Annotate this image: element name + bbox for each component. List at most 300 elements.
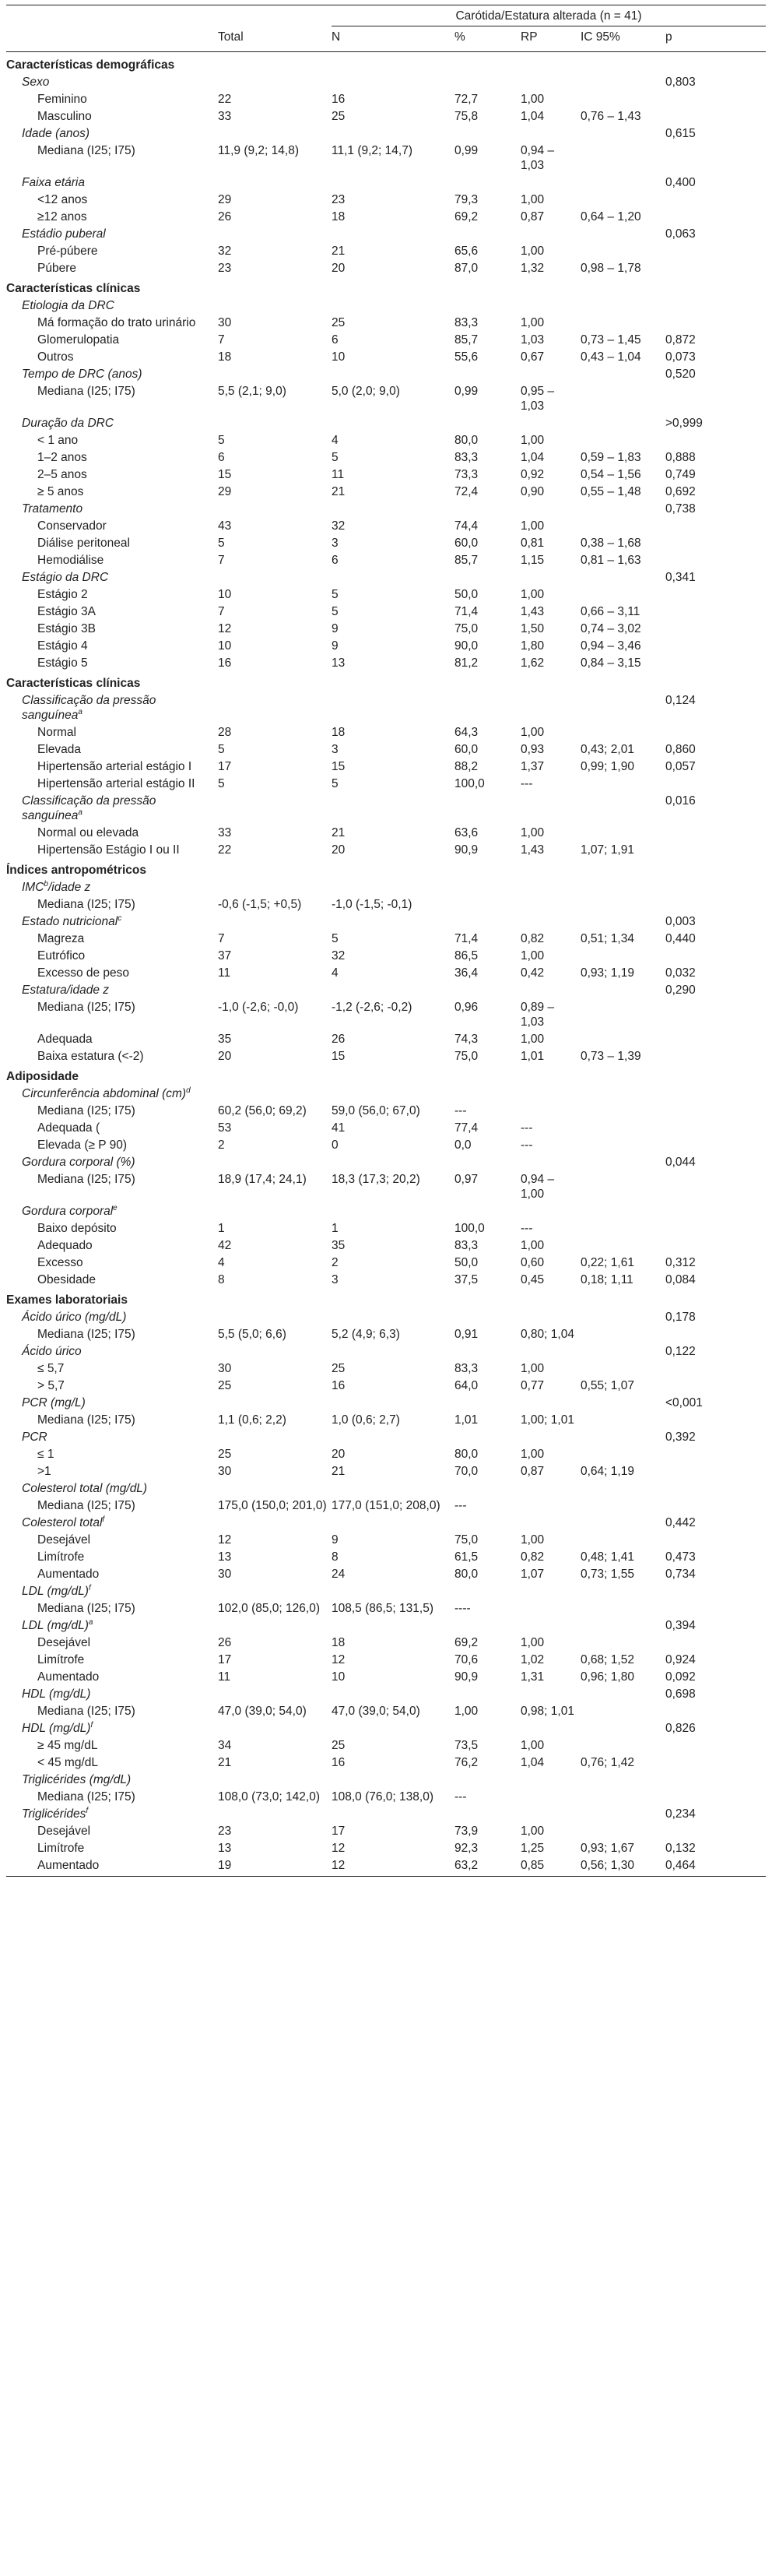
- cell-rp: 0,67: [521, 350, 545, 364]
- row-label-text: Limítrofe: [37, 1653, 85, 1666]
- cell-p: [665, 1236, 766, 1253]
- cell-ic95: [581, 1427, 665, 1445]
- row-label: [6, 72, 218, 90]
- cell-percent: 36,4: [454, 966, 479, 980]
- cell-n: 3: [332, 743, 339, 756]
- cell-n: -1,2 (-2,6; -0,2): [332, 1001, 412, 1014]
- cell-ic95: 0,64; 1,19: [581, 1465, 634, 1478]
- row-label-text: Eutrófico: [37, 949, 86, 962]
- cell-percent: 70,0: [454, 1465, 479, 1478]
- cell-total: 1: [218, 1222, 225, 1235]
- cell-n: 16: [332, 93, 346, 106]
- cell-rp: [521, 1616, 581, 1633]
- cell-percent: [454, 1719, 521, 1736]
- cell-p: 0,888: [665, 451, 696, 464]
- cell-ic95: [581, 1342, 665, 1359]
- cell-ic95: 0,74 – 3,02: [581, 622, 641, 635]
- row-label-text: PCR: [22, 1431, 47, 1444]
- cell-p: 0,044: [665, 1156, 696, 1169]
- cell-n: [332, 1804, 454, 1821]
- table-row: [6, 757, 766, 774]
- cell-p: 0,063: [665, 227, 696, 241]
- row-label-text: Estágio 2: [37, 588, 88, 601]
- cell-rp: 1,43: [521, 605, 545, 618]
- row-label-text: IMC: [22, 881, 44, 894]
- cell-percent: [454, 173, 521, 190]
- cell-p: [665, 585, 766, 602]
- cell-total: 5: [218, 743, 225, 756]
- row-label: [6, 774, 218, 791]
- table-row: [6, 1856, 766, 1877]
- cell-n: 25: [332, 316, 346, 329]
- row-label: [6, 895, 218, 912]
- row-label-text: Hipertensão arterial estágio II: [37, 777, 195, 790]
- cell-rp: 1,00: [521, 316, 545, 329]
- cell-percent: 73,9: [454, 1825, 479, 1838]
- cell-rp: 0,98; 1,01: [521, 1705, 574, 1718]
- cell-p: [665, 840, 766, 857]
- cell-rp: 1,04: [521, 1756, 545, 1769]
- row-label-text: Normal ou elevada: [37, 826, 139, 839]
- cell-percent: 64,0: [454, 1379, 479, 1392]
- cell-n: 17: [332, 1825, 346, 1838]
- cell-ic95: [581, 568, 665, 585]
- cell-ic95: 0,96; 1,80: [581, 1670, 634, 1684]
- variable-row: [6, 499, 766, 516]
- cell-percent: 83,3: [454, 316, 479, 329]
- table-row: [6, 347, 766, 364]
- table-row: [6, 1753, 766, 1770]
- cell-n: [332, 878, 454, 895]
- row-label: [6, 1325, 218, 1342]
- row-label-text: Mediana (I25; I75): [37, 1790, 135, 1804]
- cell-n: 18: [332, 1636, 346, 1649]
- table-row: [6, 330, 766, 347]
- cell-n: 16: [332, 1756, 346, 1769]
- cell-total: [218, 1427, 332, 1445]
- variable-row: [6, 1804, 766, 1821]
- cell-percent: 80,0: [454, 1568, 479, 1581]
- cell-total: [218, 364, 332, 382]
- cell-percent: [454, 413, 521, 431]
- cell-p: 0,615: [665, 127, 696, 140]
- cell-rp: [521, 1582, 581, 1599]
- cell-total: 102,0 (85,0; 126,0): [218, 1602, 320, 1615]
- cell-p: 0,178: [665, 1311, 696, 1324]
- cell-p: 0,092: [665, 1670, 696, 1684]
- row-label: [6, 241, 218, 259]
- cell-rp: 0,82: [521, 1550, 545, 1564]
- table-row: [6, 1496, 766, 1513]
- row-label-text: Classificação da pressão sanguínea: [22, 694, 156, 722]
- cell-n: 3: [332, 1273, 339, 1286]
- cell-total: 34: [218, 1739, 232, 1752]
- table-row: [6, 207, 766, 224]
- cell-percent: 70,6: [454, 1653, 479, 1666]
- cell-ic95: [581, 1307, 665, 1325]
- variable-row: [6, 1770, 766, 1787]
- cell-ic95: [581, 1684, 665, 1701]
- row-label-text: Púbere: [37, 262, 76, 275]
- row-label: [6, 1170, 218, 1202]
- row-label: [6, 1753, 218, 1770]
- cell-p: 0,440: [665, 932, 696, 945]
- cell-percent: 0,0: [454, 1138, 472, 1152]
- cell-rp: [521, 1153, 581, 1170]
- cell-percent: [454, 124, 521, 141]
- cell-n: 11: [332, 468, 345, 481]
- cell-rp: 1,00: [521, 1448, 545, 1461]
- cell-percent: ----: [454, 1602, 471, 1615]
- cell-ic95: [581, 1393, 665, 1410]
- table-row: [6, 998, 766, 1029]
- cell-n: 21: [332, 1465, 346, 1478]
- cell-p: 0,124: [665, 694, 696, 707]
- cell-percent: [454, 878, 521, 895]
- cell-p: [665, 141, 766, 173]
- cell-n: 1,0 (0,6; 2,7): [332, 1413, 400, 1427]
- section-row: [6, 857, 766, 878]
- variable-row: [6, 72, 766, 90]
- cell-n: 41: [332, 1121, 346, 1135]
- cell-n: 10: [332, 350, 346, 364]
- cell-percent: [454, 72, 521, 90]
- footnote-marker: a: [78, 707, 82, 716]
- table-row: [6, 895, 766, 912]
- cell-n: 4: [332, 434, 339, 447]
- cell-p: [665, 241, 766, 259]
- cell-rp: 0,42: [521, 966, 545, 980]
- row-label-text: Hipertensão arterial estágio I: [37, 760, 192, 773]
- row-label: [6, 963, 218, 980]
- cell-n: [332, 980, 454, 998]
- cell-total: 108,0 (73,0; 142,0): [218, 1790, 320, 1804]
- cell-n: [332, 364, 454, 382]
- cell-percent: 37,5: [454, 1273, 479, 1286]
- row-label-text: Limítrofe: [37, 1550, 85, 1564]
- cell-rp: [521, 878, 581, 895]
- cell-ic95: 0,73 – 1,45: [581, 333, 641, 347]
- cell-rp: 0,87: [521, 210, 545, 223]
- cell-p: [665, 90, 766, 107]
- cell-rp: 1,43: [521, 843, 545, 857]
- cell-n: 0: [332, 1138, 339, 1152]
- cell-rp: 1,00: [521, 1033, 545, 1046]
- cell-total: 60,2 (56,0; 69,2): [218, 1104, 307, 1117]
- row-label: [6, 1118, 218, 1135]
- table-row: [6, 1325, 766, 1342]
- row-label-text: Características clínicas: [6, 282, 141, 295]
- cell-total: 29: [218, 193, 232, 206]
- cell-ic95: [581, 1787, 665, 1804]
- cell-rp: [521, 1427, 581, 1445]
- cell-percent: 0,96: [454, 1001, 479, 1014]
- col-percent: %: [454, 26, 521, 52]
- cell-ic95: [581, 1101, 665, 1118]
- cell-rp: [521, 1479, 581, 1496]
- cell-total: 33: [218, 826, 232, 839]
- row-label: [6, 173, 218, 190]
- section-row: [6, 1064, 766, 1084]
- cell-percent: 73,3: [454, 468, 479, 481]
- row-label-text: Mediana (I25; I75): [37, 898, 135, 911]
- cell-ic95: [581, 382, 665, 413]
- row-label: [6, 1496, 218, 1513]
- row-label-text: Estágio 3A: [37, 605, 96, 618]
- table-row: [6, 1376, 766, 1393]
- cell-percent: 72,7: [454, 93, 479, 106]
- cell-n: 2: [332, 1256, 339, 1269]
- cell-rp: [521, 791, 581, 823]
- variable-row: [6, 1342, 766, 1359]
- row-label: [6, 1445, 218, 1462]
- row-label: [6, 1236, 218, 1253]
- cell-n: 35: [332, 1239, 346, 1252]
- cell-n: 9: [332, 622, 339, 635]
- cell-total: 30: [218, 316, 232, 329]
- section-title: [6, 1064, 766, 1084]
- cell-n: [332, 72, 454, 90]
- variable-row: [6, 912, 766, 929]
- table-row: [6, 1701, 766, 1719]
- row-label-text: Mediana (I25; I75): [37, 1328, 135, 1341]
- header-group-row: [6, 5, 766, 26]
- row-label: [6, 1513, 218, 1530]
- row-label-text: HDL (mg/dL): [22, 1687, 91, 1701]
- row-label: [6, 382, 218, 413]
- cell-p: 0,442: [665, 1516, 696, 1529]
- cell-n: 32: [332, 949, 346, 962]
- row-label: [6, 1736, 218, 1753]
- col-total: Total: [218, 26, 332, 52]
- cell-percent: 65,6: [454, 245, 479, 258]
- variable-row: [6, 980, 766, 998]
- cell-ic95: 0,81 – 1,63: [581, 554, 641, 567]
- table-row: [6, 1633, 766, 1650]
- cell-total: 1,1 (0,6; 2,2): [218, 1413, 286, 1427]
- row-label-text: Estado nutricional: [22, 915, 118, 928]
- cell-p: 0,122: [665, 1345, 696, 1358]
- cell-ic95: 0,98 – 1,78: [581, 262, 641, 275]
- table-row: [6, 107, 766, 124]
- cell-n: 9: [332, 1533, 339, 1547]
- cell-p: [665, 1753, 766, 1770]
- row-label-text: ≥ 45 mg/dL: [37, 1739, 98, 1752]
- cell-ic95: 0,64 – 1,20: [581, 210, 641, 223]
- cell-n: 15: [332, 1050, 346, 1063]
- cell-total: [218, 224, 332, 241]
- cell-percent: [454, 980, 521, 998]
- cell-n: 108,5 (86,5; 131,5): [332, 1602, 433, 1615]
- cell-rp: 0,92: [521, 468, 545, 481]
- table-row: [6, 1170, 766, 1202]
- cell-p: [665, 1029, 766, 1047]
- row-label-text: Faixa etária: [22, 176, 85, 189]
- row-label: [6, 1393, 218, 1410]
- row-label-text: Baixa estatura (<-2): [37, 1050, 144, 1063]
- row-label: [6, 259, 218, 276]
- table-row: [6, 1029, 766, 1047]
- cell-rp: [521, 1084, 581, 1101]
- row-label-text: Magreza: [37, 932, 85, 945]
- cell-p: [665, 895, 766, 912]
- cell-n: 177,0 (151,0; 208,0): [332, 1499, 440, 1512]
- cell-rp: [521, 1393, 581, 1410]
- cell-ic95: [581, 499, 665, 516]
- table-row: [6, 1650, 766, 1667]
- row-label-text: Má formação do trato urinário: [37, 316, 196, 329]
- cell-ic95: [581, 1582, 665, 1599]
- row-label: [6, 1787, 218, 1804]
- row-label-text: < 45 mg/dL: [37, 1756, 98, 1769]
- cell-total: -0,6 (-1,5; +0,5): [218, 898, 302, 911]
- table-row: [6, 533, 766, 551]
- cell-p: [665, 1410, 766, 1427]
- row-label: [6, 1839, 218, 1856]
- row-label: [6, 585, 218, 602]
- row-label-text: > 5,7: [37, 1379, 65, 1392]
- cell-p: 0,392: [665, 1431, 696, 1444]
- cell-total: [218, 124, 332, 141]
- row-label-text: Desejável: [37, 1825, 91, 1838]
- row-label: [6, 723, 218, 740]
- row-label: [6, 1667, 218, 1684]
- cell-ic95: [581, 1821, 665, 1839]
- cell-n: 21: [332, 245, 346, 258]
- cell-n: [332, 691, 454, 723]
- cell-n: [332, 1719, 454, 1736]
- row-label-text: Estádio puberal: [22, 227, 106, 241]
- variable-row: [6, 1513, 766, 1530]
- cell-total: [218, 1084, 332, 1101]
- row-label-text: Triglicérides: [22, 1807, 86, 1821]
- row-label: [6, 636, 218, 653]
- row-label-text: HDL (mg/dL): [22, 1722, 91, 1735]
- row-label: [6, 330, 218, 347]
- cell-ic95: 0,51; 1,34: [581, 932, 634, 945]
- cell-percent: ---: [454, 1499, 467, 1512]
- cell-rp: 1,00: [521, 1362, 545, 1375]
- row-label-text: Características demográficas: [6, 58, 175, 72]
- cell-p: [665, 551, 766, 568]
- cell-total: 7: [218, 932, 225, 945]
- cell-n: [332, 224, 454, 241]
- table-row: [6, 90, 766, 107]
- cell-p: [665, 1084, 766, 1101]
- cell-percent: [454, 791, 521, 823]
- row-label-text: Colesterol total (mg/dL): [22, 1482, 148, 1495]
- cell-n: 20: [332, 1448, 346, 1461]
- cell-percent: 0,99: [454, 385, 479, 398]
- cell-percent: [454, 1479, 521, 1496]
- cell-total: [218, 1342, 332, 1359]
- cell-rp: [521, 1202, 581, 1219]
- row-label: [6, 1719, 218, 1736]
- cell-p: 0,032: [665, 966, 696, 980]
- row-label: [6, 533, 218, 551]
- cell-ic95: [581, 1770, 665, 1787]
- cell-ic95: [581, 1804, 665, 1821]
- variable-row: [6, 1393, 766, 1410]
- row-label: [6, 568, 218, 585]
- cell-total: [218, 72, 332, 90]
- cell-p: [665, 1101, 766, 1118]
- cell-ic95: 0,66 – 3,11: [581, 605, 640, 618]
- row-label: [6, 757, 218, 774]
- row-label: [6, 1202, 218, 1219]
- table-body: [6, 52, 766, 1877]
- cell-p: [665, 636, 766, 653]
- row-label: [6, 347, 218, 364]
- cell-p: [665, 1496, 766, 1513]
- cell-ic95: [581, 1219, 665, 1236]
- cell-percent: [454, 1513, 521, 1530]
- cell-percent: [454, 1342, 521, 1359]
- cell-percent: [454, 1153, 521, 1170]
- row-label: [6, 1307, 218, 1325]
- cell-total: 28: [218, 726, 232, 739]
- row-label: [6, 878, 218, 895]
- cell-total: [218, 1616, 332, 1633]
- footnote-marker: f: [86, 1806, 89, 1815]
- row-label: [6, 1342, 218, 1359]
- cell-ic95: [581, 895, 665, 912]
- row-label-text: Hipertensão Estágio I ou II: [37, 843, 180, 857]
- cell-percent: 0,97: [454, 1173, 479, 1186]
- cell-n: 13: [332, 656, 346, 670]
- cell-rp: [521, 499, 581, 516]
- cell-ic95: [581, 1029, 665, 1047]
- row-label: [6, 1101, 218, 1118]
- row-label-text: Hemodiálise: [37, 554, 104, 567]
- cell-percent: [454, 1684, 521, 1701]
- variable-row: [6, 568, 766, 585]
- cell-total: -1,0 (-2,6; -0,0): [218, 1001, 299, 1014]
- row-label-text: Idade (anos): [22, 127, 90, 140]
- table-row: [6, 1445, 766, 1462]
- row-label-text: Mediana (I25; I75): [37, 1104, 135, 1117]
- cell-p: 0,803: [665, 76, 696, 89]
- row-label-text: Mediana (I25; I75): [37, 1499, 135, 1512]
- cell-percent: [454, 1202, 521, 1219]
- cell-percent: 0,91: [454, 1328, 479, 1341]
- row-label: [6, 619, 218, 636]
- cell-n: 24: [332, 1568, 346, 1581]
- cell-p: [665, 1047, 766, 1064]
- cell-percent: 87,0: [454, 262, 479, 275]
- row-label: [6, 1804, 218, 1821]
- table-row: [6, 1547, 766, 1564]
- cell-percent: 75,8: [454, 110, 479, 123]
- cell-p: 0,234: [665, 1807, 696, 1821]
- table-row: [6, 1236, 766, 1253]
- cell-p: 0,826: [665, 1722, 696, 1735]
- row-label: [6, 1650, 218, 1667]
- cell-p: 0,312: [665, 1256, 696, 1269]
- row-label: [6, 929, 218, 946]
- row-label: [6, 602, 218, 619]
- cell-percent: ---: [454, 1790, 467, 1804]
- cell-percent: 83,3: [454, 451, 479, 464]
- cell-rp: 1,00: [521, 519, 545, 533]
- table-row: [6, 636, 766, 653]
- row-label-text: ≤ 5,7: [37, 1362, 65, 1375]
- cell-ic95: [581, 1599, 665, 1616]
- table-row: [6, 823, 766, 840]
- row-label: [6, 1547, 218, 1564]
- cell-total: [218, 1719, 332, 1736]
- row-label: [6, 190, 218, 207]
